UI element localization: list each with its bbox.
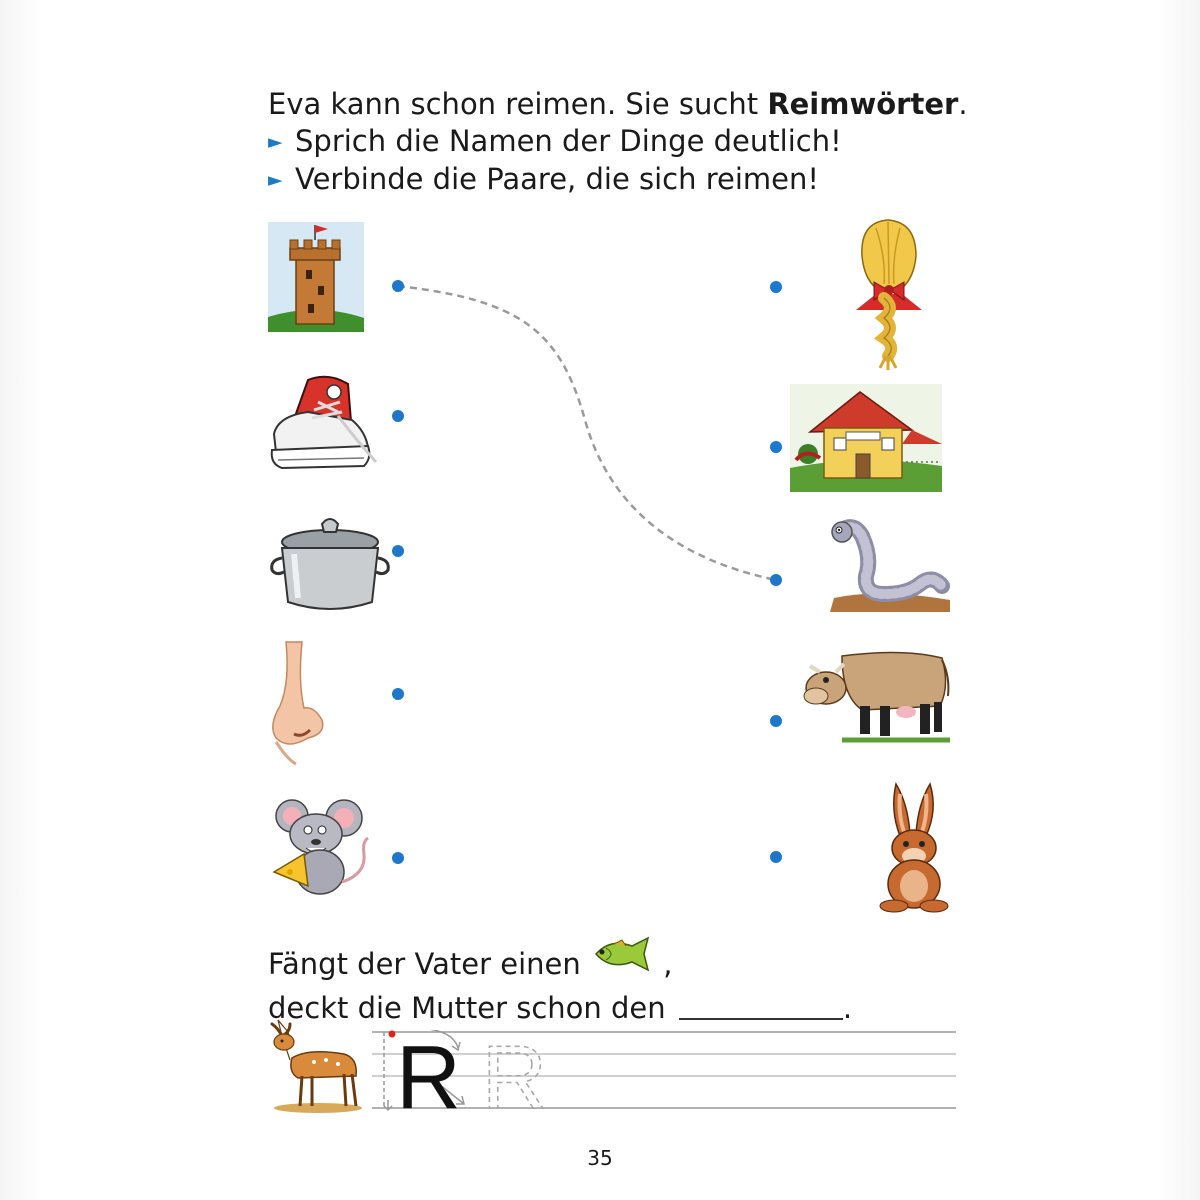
connect-dot[interactable] [770, 851, 782, 863]
page-number: 35 [587, 1146, 613, 1170]
mouse-icon [268, 798, 370, 898]
fish-icon [592, 936, 652, 972]
rabbit-icon [878, 780, 950, 914]
house-icon [790, 384, 942, 492]
cow-icon [802, 646, 950, 744]
connect-dot[interactable] [770, 441, 782, 453]
rhyme-line-1: Fängt der Vater einen , [268, 936, 852, 986]
connect-dot[interactable] [392, 688, 404, 700]
connect-dot[interactable] [770, 715, 782, 727]
letter-dashed: R [482, 1030, 547, 1120]
instruction-step-1: ► Sprich die Namen der Dinge deutlich! [268, 123, 968, 161]
rhyme-line-2: deckt die Mutter schon den . [268, 991, 853, 1025]
arrow-icon: ► [268, 131, 283, 153]
braid-icon [856, 218, 922, 370]
cooking-pot-icon [268, 512, 390, 618]
tower-icon [268, 222, 364, 332]
intro-text: Eva kann schon reimen. Sie sucht Reimwörter. [268, 87, 968, 121]
deer-icon [268, 1014, 368, 1114]
answer-blank[interactable] [679, 1018, 843, 1020]
connect-dot[interactable] [392, 280, 404, 292]
instruction-step-2: ► Verbinde die Paare, die sich reimen! [268, 161, 968, 199]
sneaker-icon [268, 372, 380, 472]
connect-dot[interactable] [392, 852, 404, 864]
letter-solid: R [396, 1030, 461, 1120]
start-point-icon [389, 1031, 396, 1038]
nose-icon [268, 642, 330, 766]
worm-icon [820, 514, 952, 612]
arrow-icon: ► [268, 169, 283, 191]
connect-dot[interactable] [392, 410, 404, 422]
bold-keyword: Reimwörter [767, 87, 959, 121]
writing-practice-lines [372, 1030, 956, 1120]
connect-dot[interactable] [392, 545, 404, 557]
connect-dot[interactable] [770, 574, 782, 586]
connect-dot[interactable] [770, 281, 782, 293]
